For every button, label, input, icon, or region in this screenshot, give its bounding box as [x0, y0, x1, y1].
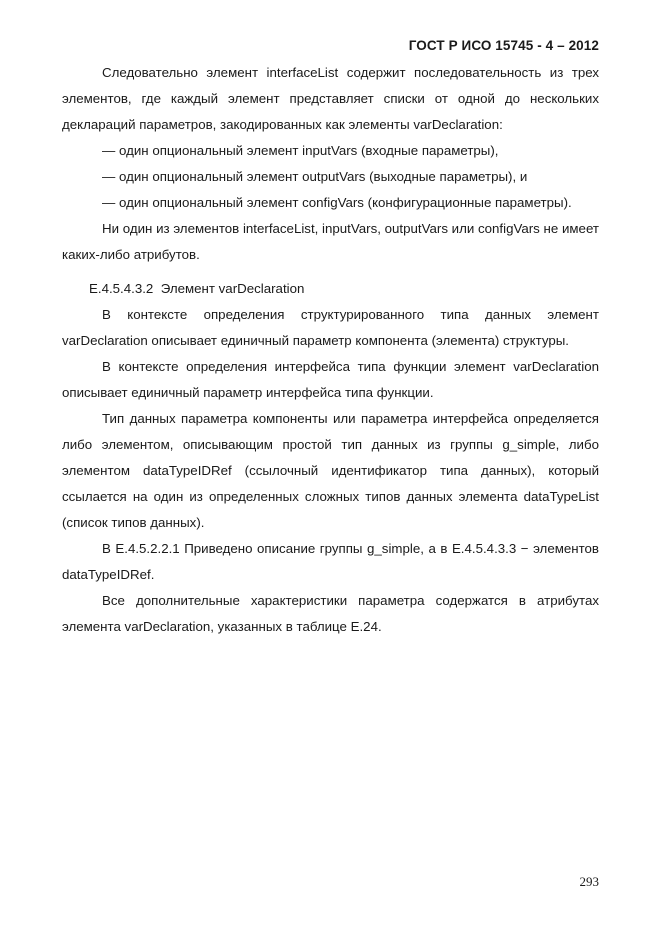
section-number: Е.4.5.4.3.2	[89, 281, 154, 296]
paragraph: Все дополнительные характеристики параметра содержатся в атрибутах элемента varDeclaration, указанных в таблице Е.24.	[62, 593, 599, 634]
paragraph: Следовательно элемент interfaceList содержит последовательность из трех элементов, где каждый элемент представляет списки от одной до нескольких деклараций параметров, закодированных как элементы varDeclaration:	[62, 65, 599, 132]
section-title: Элемент varDeclaration	[160, 281, 305, 296]
section-heading	[62, 276, 599, 302]
paragraph: В контексте определения структурированного типа данных элемент varDeclaration описывает единичный параметр компонента (элемента) структуры.	[62, 307, 599, 348]
paragraph: Тип данных параметра компоненты или параметра интерфейса определяется либо элементом, описывающим простой тип данных из группы g_simple, либо элементом dataTypeIDRef (ссылочный идентификатор типа данных), который ссылается на один из определенных сложных типов данных элемента dataTypeList (список типов данных).	[62, 411, 599, 530]
paragraph: В Е.4.5.2.2.1 Приведено описание группы g_simple, а в Е.4.5.4.3.3 − элементов dataTypeIDRef.	[62, 541, 599, 582]
list-item: — один опциональный элемент outputVars (выходные параметры), и	[102, 169, 528, 184]
page-body	[62, 60, 599, 640]
paragraph: В контексте определения интерфейса типа функции элемент varDeclaration описывает единичный параметр интерфейса типа функции.	[62, 359, 599, 400]
paragraph: Ни один из элементов interfaceList, inputVars, outputVars или configVars не имеет каких-либо атрибутов.	[62, 221, 599, 262]
page-number: 293	[579, 874, 599, 889]
list-item: — один опциональный элемент configVars (конфигурационные параметры).	[102, 195, 572, 210]
document-header: ГОСТ Р ИСО 15745 - 4 – 2012	[408, 38, 599, 53]
list-item: — один опциональный элемент inputVars (входные параметры),	[102, 143, 499, 158]
